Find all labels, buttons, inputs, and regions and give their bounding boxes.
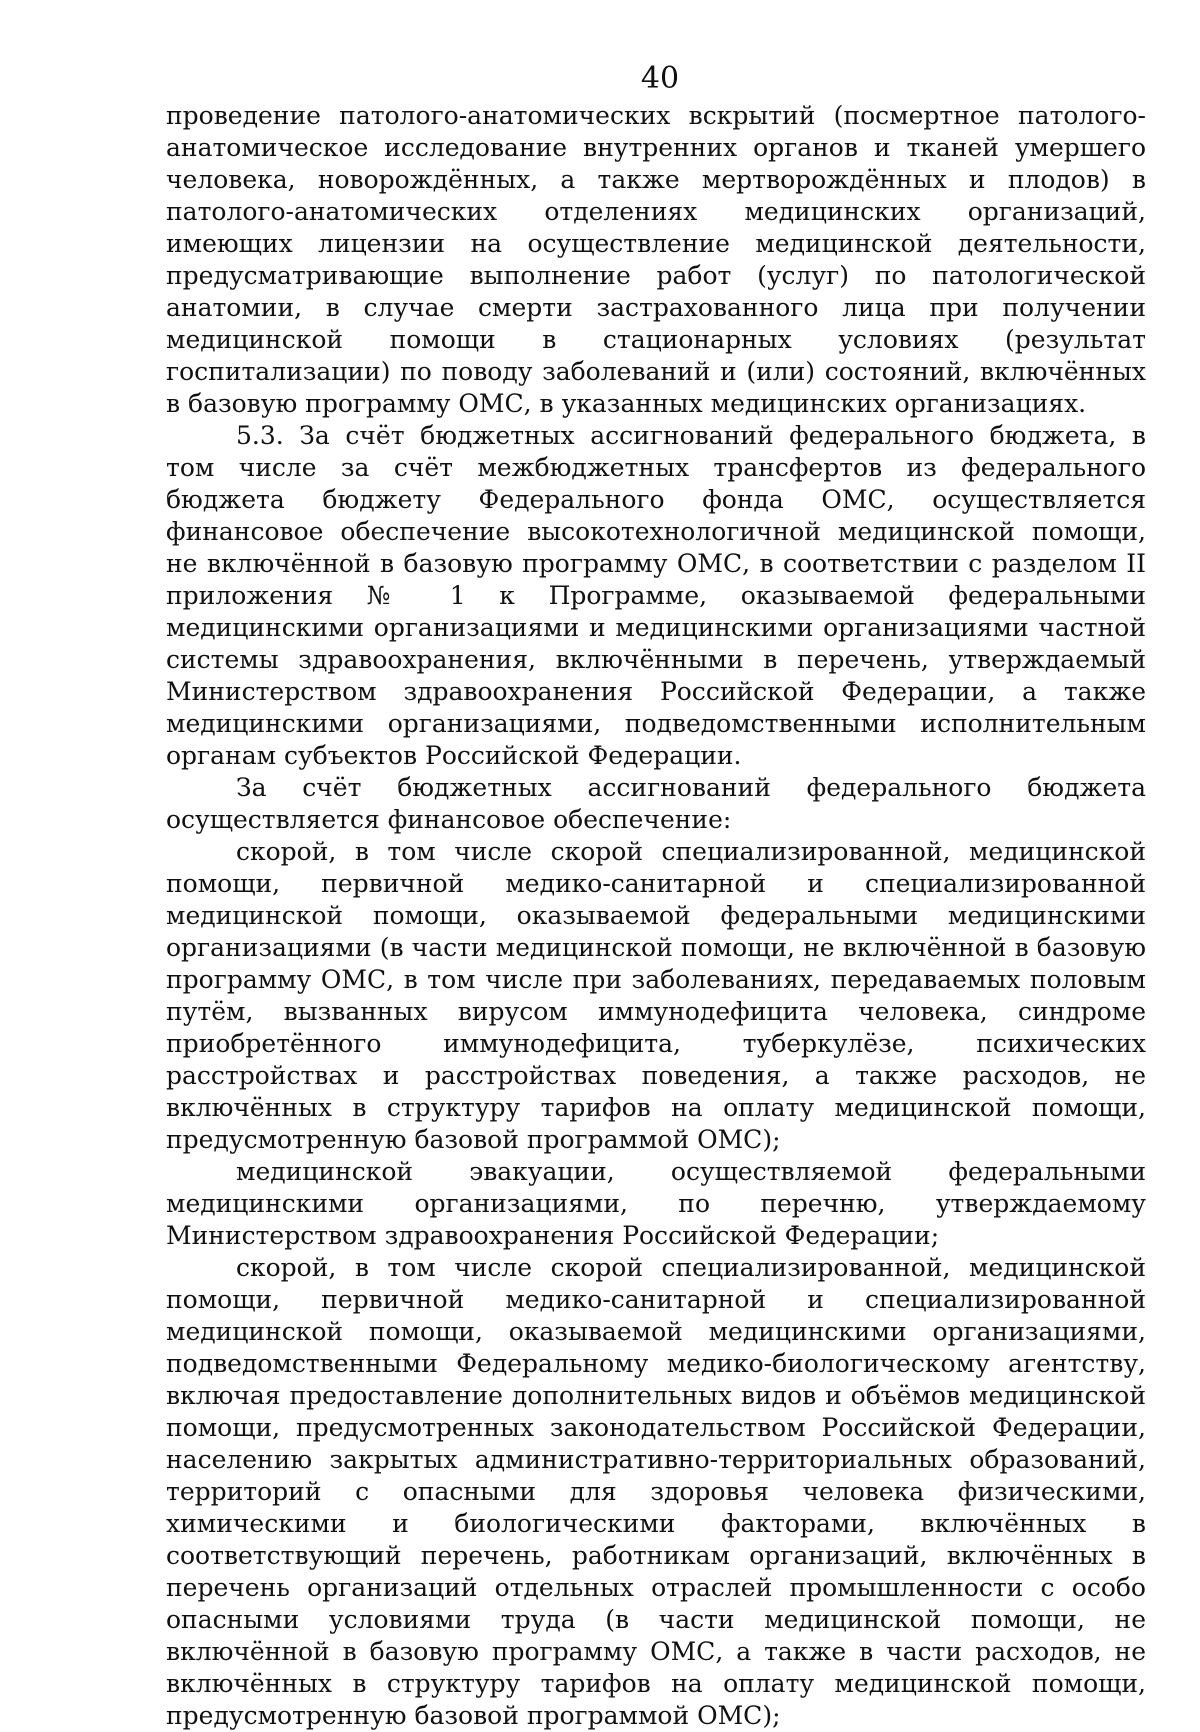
paragraph-federal-organizations-care: скорой, в том числе скорой специализированной, медицинской помощи, первичной медико-санитарной и специализированной медицинской помощи, оказываемой федеральными медицинскими организациями (в части медицинской помощи, не включённой в базовую программу ОМС, в том числе при заболеваниях, передаваемых половым путём, вызванных вирусом иммунодефицита человека, синдроме приобретённого иммунодефицита, туберкулёзе, психических расстройствах и расстройствах поведения, а также расходов, не включённых в структуру тарифов на оплату медицинской помощи, предусмотренную базовой программой ОМС);: [166, 837, 1146, 1154]
document-body: [166, 100, 1146, 1732]
paragraph-federal-budget-intro: За счёт бюджетных ассигнований федерального бюджета осуществляется финансовое обеспечение:: [166, 773, 1146, 834]
page-number: 40: [640, 61, 680, 96]
paragraph-medical-evacuation: медицинской эвакуации, осуществляемой федеральными медицинскими организациями, по перечню, утверждаемому Министерством здравоохранения Российской Федерации;: [166, 1157, 1146, 1250]
paragraph-fmba-care: скорой, в том числе скорой специализированной, медицинской помощи, первичной медико-санитарной и специализированной медицинской помощи, оказываемой медицинскими организациями, подведомственными Федеральному медико-биологическому агентству, включая предоставление дополнительных видов и объёмов медицинской помощи, предусмотренных законодательством Российской Федерации, населению закрытых административно-территориальных образований, территорий с опасными для здоровья человека физическими, химическими и биологическими факторами, включённых в соответствующий перечень, работникам организаций, включённых в перечень организаций отдельных отраслей промышленности с особо опасными условиями труда (в части медицинской помощи, не включённой в базовую программу ОМС, а также в части расходов, не включённых в структуру тарифов на оплату медицинской помощи, предусмотренную базовой программой ОМС);: [166, 1253, 1146, 1730]
paragraph-autopsy-continuation: проведение патолого-анатомических вскрытий (посмертное патолого-анатомическое исследование внутренних органов и тканей умершего человека, новорождённых, а также мертворождённых и плодов) в патолого-анатомических отделениях медицинских организаций, имеющих лицензии на осуществление медицинской деятельности, предусматривающие выполнение работ (услуг) по патологической анатомии, в случае смерти застрахованного лица при получении медицинской помощи в стационарных условиях (результат госпитализации) по поводу заболеваний и (или) состояний, включённых в базовую программу ОМС, в указанных медицинских организациях.: [166, 101, 1146, 418]
paragraph-section-5-3: 5.3. За счёт бюджетных ассигнований федерального бюджета, в том числе за счёт межбюджетных трансфертов из федерального бюджета бюджету Федерального фонда ОМС, осуществляется финансовое обеспечение высокотехнологичной медицинской помощи, не включённой в базовую программу ОМС, в соответствии с разделом II приложения № 1 к Программе, оказываемой федеральными медицинскими организациями и медицинскими организациями частной системы здравоохранения, включёнными в перечень, утверждаемый Министерством здравоохранения Российской Федерации, а также медицинскими организациями, подведомственными исполнительным органам субъектов Российской Федерации.: [166, 421, 1146, 770]
